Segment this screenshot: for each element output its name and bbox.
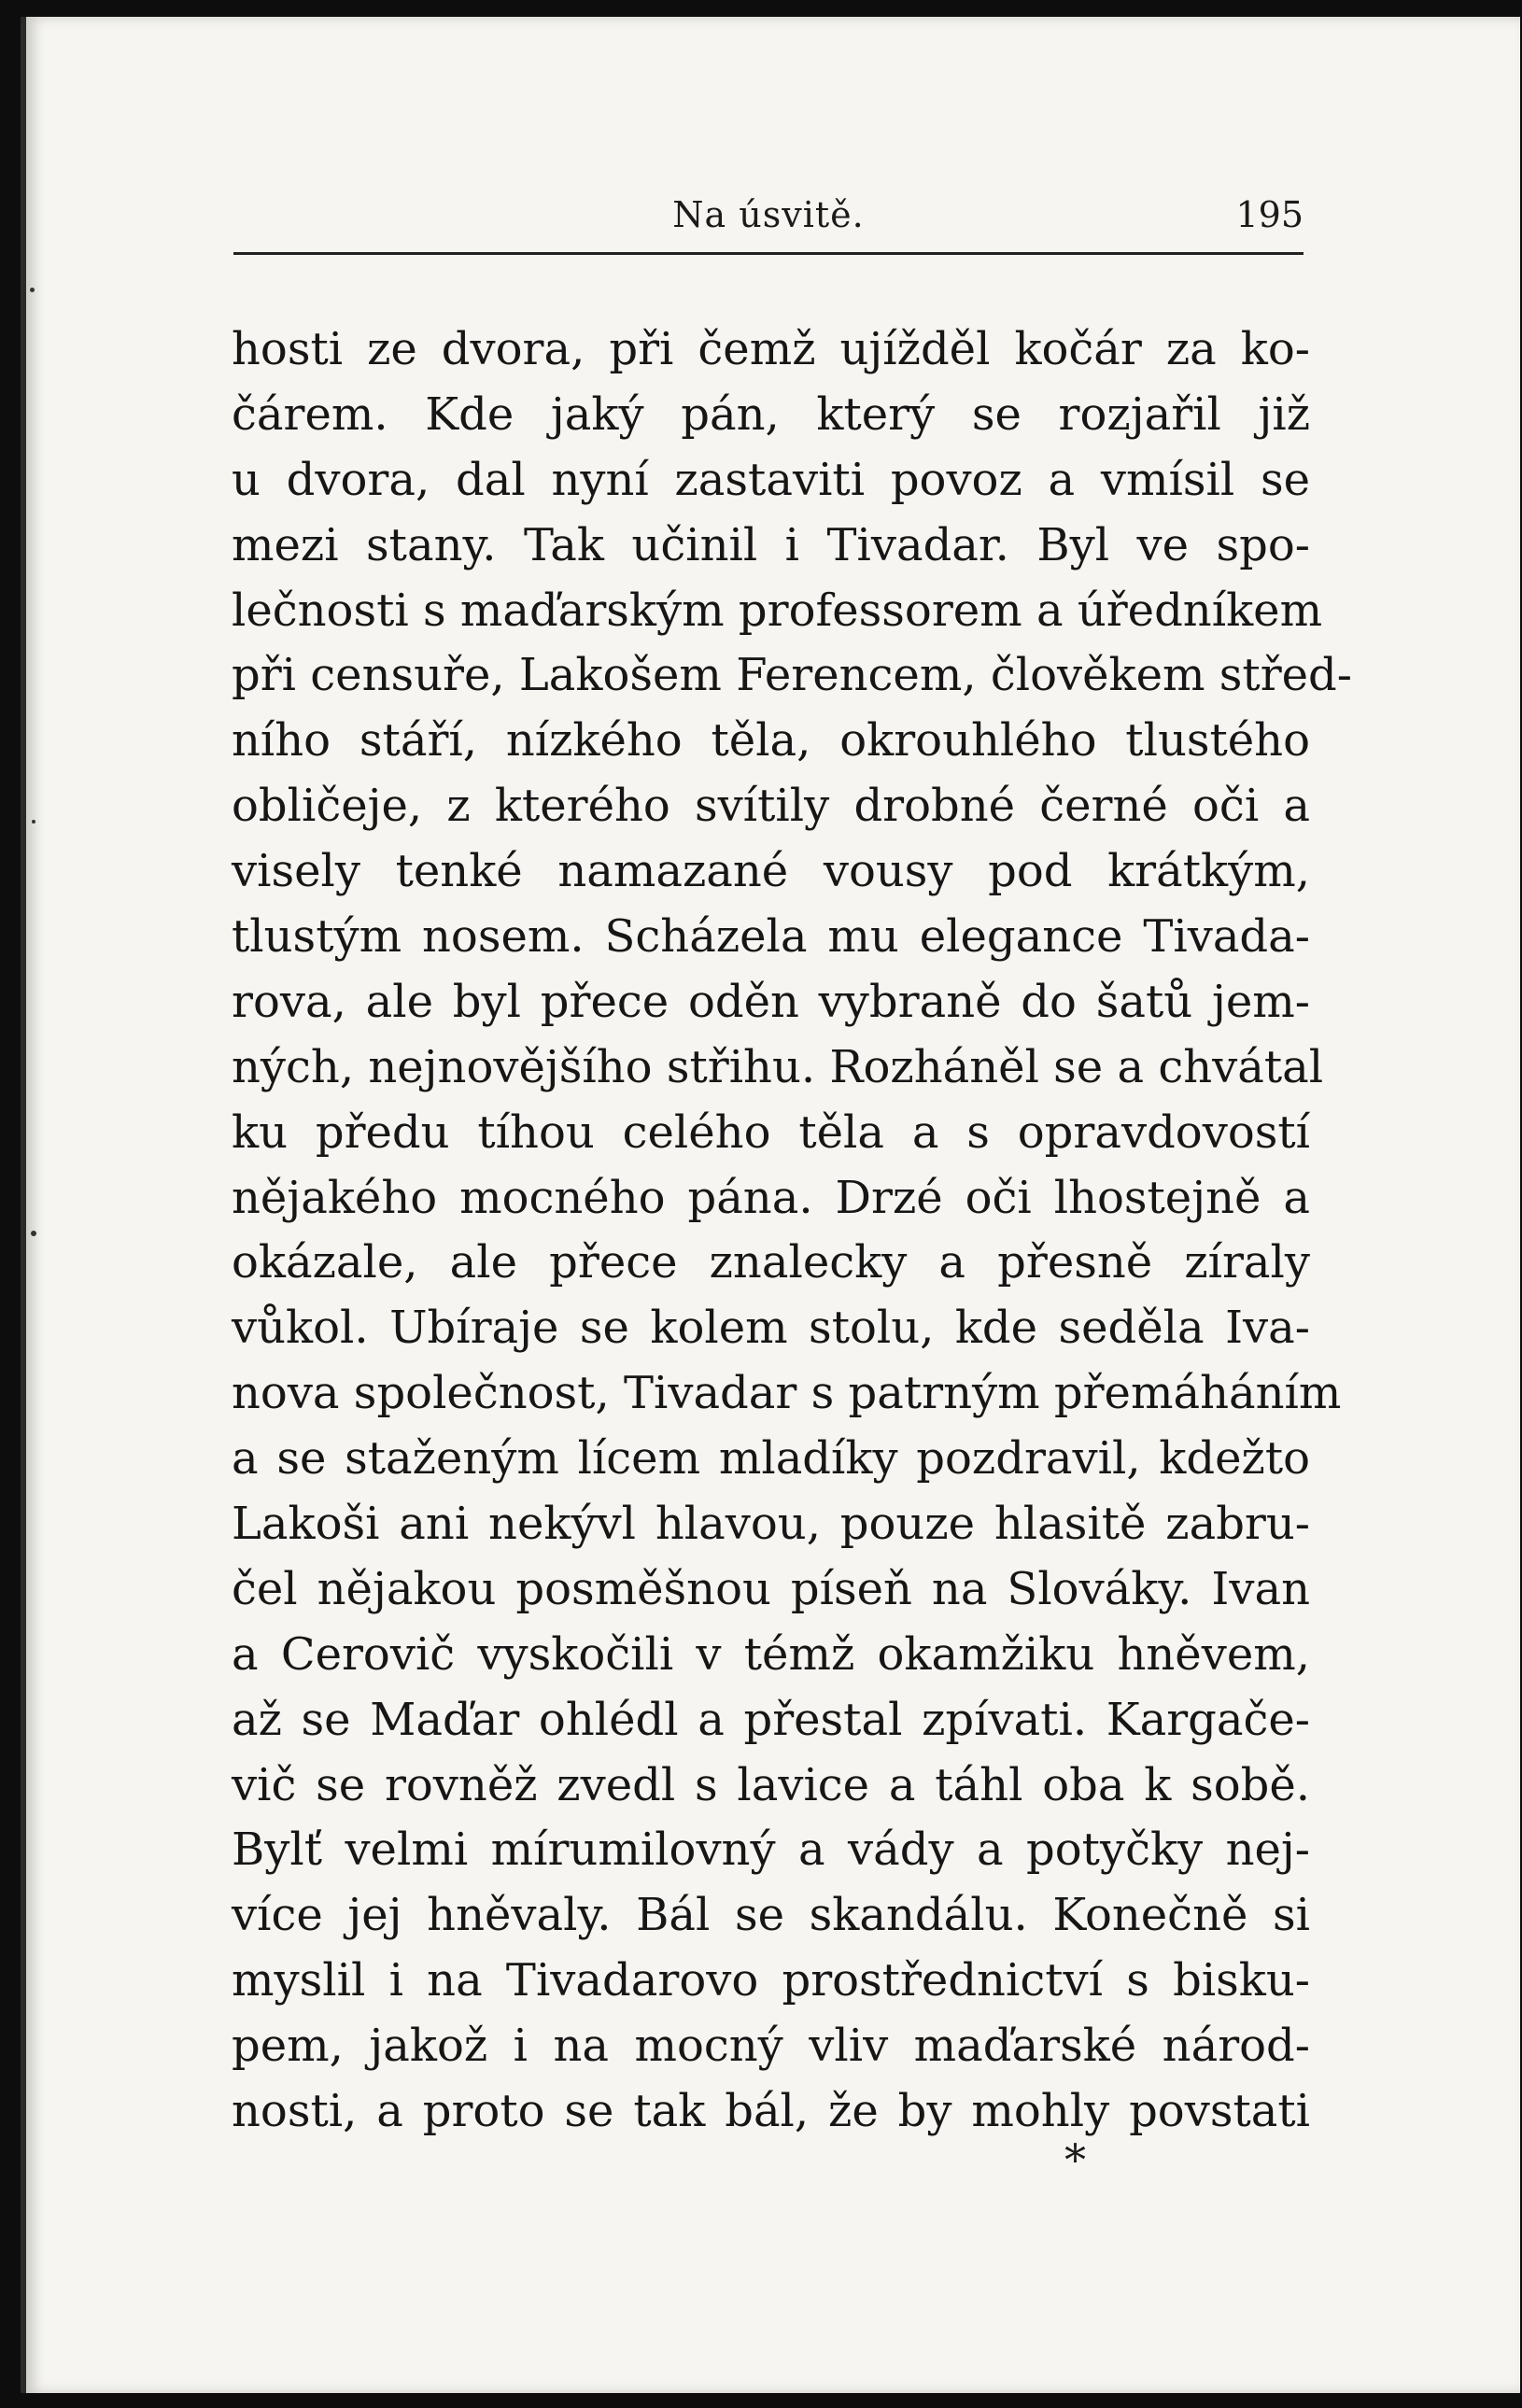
text-line: vůkol. Ubíraje se kolem stolu, kde seděla Iva- [232,1302,1310,1355]
paper-speck [31,1231,36,1236]
text-line: obličeje, z kterého svítily drobné černé oči a [232,780,1310,833]
text-line: okázale, ale přece znalecky a přesně zíraly [232,1236,1310,1289]
text-line: tlustým nosem. Scházela mu elegance Tivada- [232,910,1310,964]
text-line: více jej hněvaly. Bál se skandálu. Konečně si [232,1889,1310,1942]
running-title: Na úsvitě. [672,194,865,235]
text-line: pem, jakož i na mocný vliv maďarské národ- [232,2020,1310,2073]
text-line: nova společnost, Tivadar s patrným přemáháním [232,1367,1342,1420]
text-line: vič se rovněž zvedl s lavice a táhl oba k sobě. [232,1758,1310,1811]
text-line: Lakoši ani nekývl hlavou, pouze hlasitě zabru- [232,1498,1310,1551]
text-line: u dvora, dal nyní zastaviti povoz a vmísil se [232,453,1310,506]
text-line: ku předu tíhou celého těla a s opravdovostí [232,1105,1310,1159]
text-line: ního stáří, nízkého těla, okrouhlého tlustého [232,714,1310,767]
paper-speck [32,820,35,824]
text-line: a se staženým lícem mladíky pozdravil, kdežto [232,1432,1310,1486]
running-header [233,183,1304,255]
paper-speck [30,288,35,292]
text-line: mezi stany. Tak učinil i Tivadar. Byl ve spo- [232,518,1310,571]
text-line: a Cerovič vyskočili v témž okamžiku hněvem, [232,1627,1310,1681]
text-line: čel nějakou posměšnou píseň na Slováky. Ivan [232,1562,1310,1615]
text-line: při censuře, Lakošem Ferencem, člověkem střed- [232,649,1352,702]
text-line: nějakého mocného pána. Drzé oči lhostejně a [232,1171,1310,1224]
text-line: hosti ze dvora, při čemž ujížděl kočár za ko- [232,323,1310,375]
text-line: rova, ale byl přece oděn vybraně do šatů jem- [232,975,1310,1028]
text-line: Bylť velmi mírumilovný a vády a potyčky nej- [232,1824,1310,1877]
text-line: lečnosti s maďarským professorem a úředníkem [232,584,1323,637]
text-line: čárem. Kde jaký pán, který se rozjařil již [232,387,1310,441]
signature-mark: * [1064,2134,1086,2185]
text-line: myslil i na Tivadarovo prostřednictví s bisku- [232,1954,1310,2007]
text-line: nosti, a proto se tak bál, že by mohly povstati [232,2085,1310,2138]
text-line: až se Maďar ohlédl a přestal zpívati. Kargače- [232,1693,1310,1746]
body-text [232,317,1352,2145]
book-page [21,17,1520,2393]
text-line: visely tenké namazané vousy pod krátkým, [232,845,1310,898]
page-number: 195 [1235,194,1304,235]
text-line: ných, nejnovějšího střihu. Rozháněl se a chvátal [232,1040,1324,1093]
